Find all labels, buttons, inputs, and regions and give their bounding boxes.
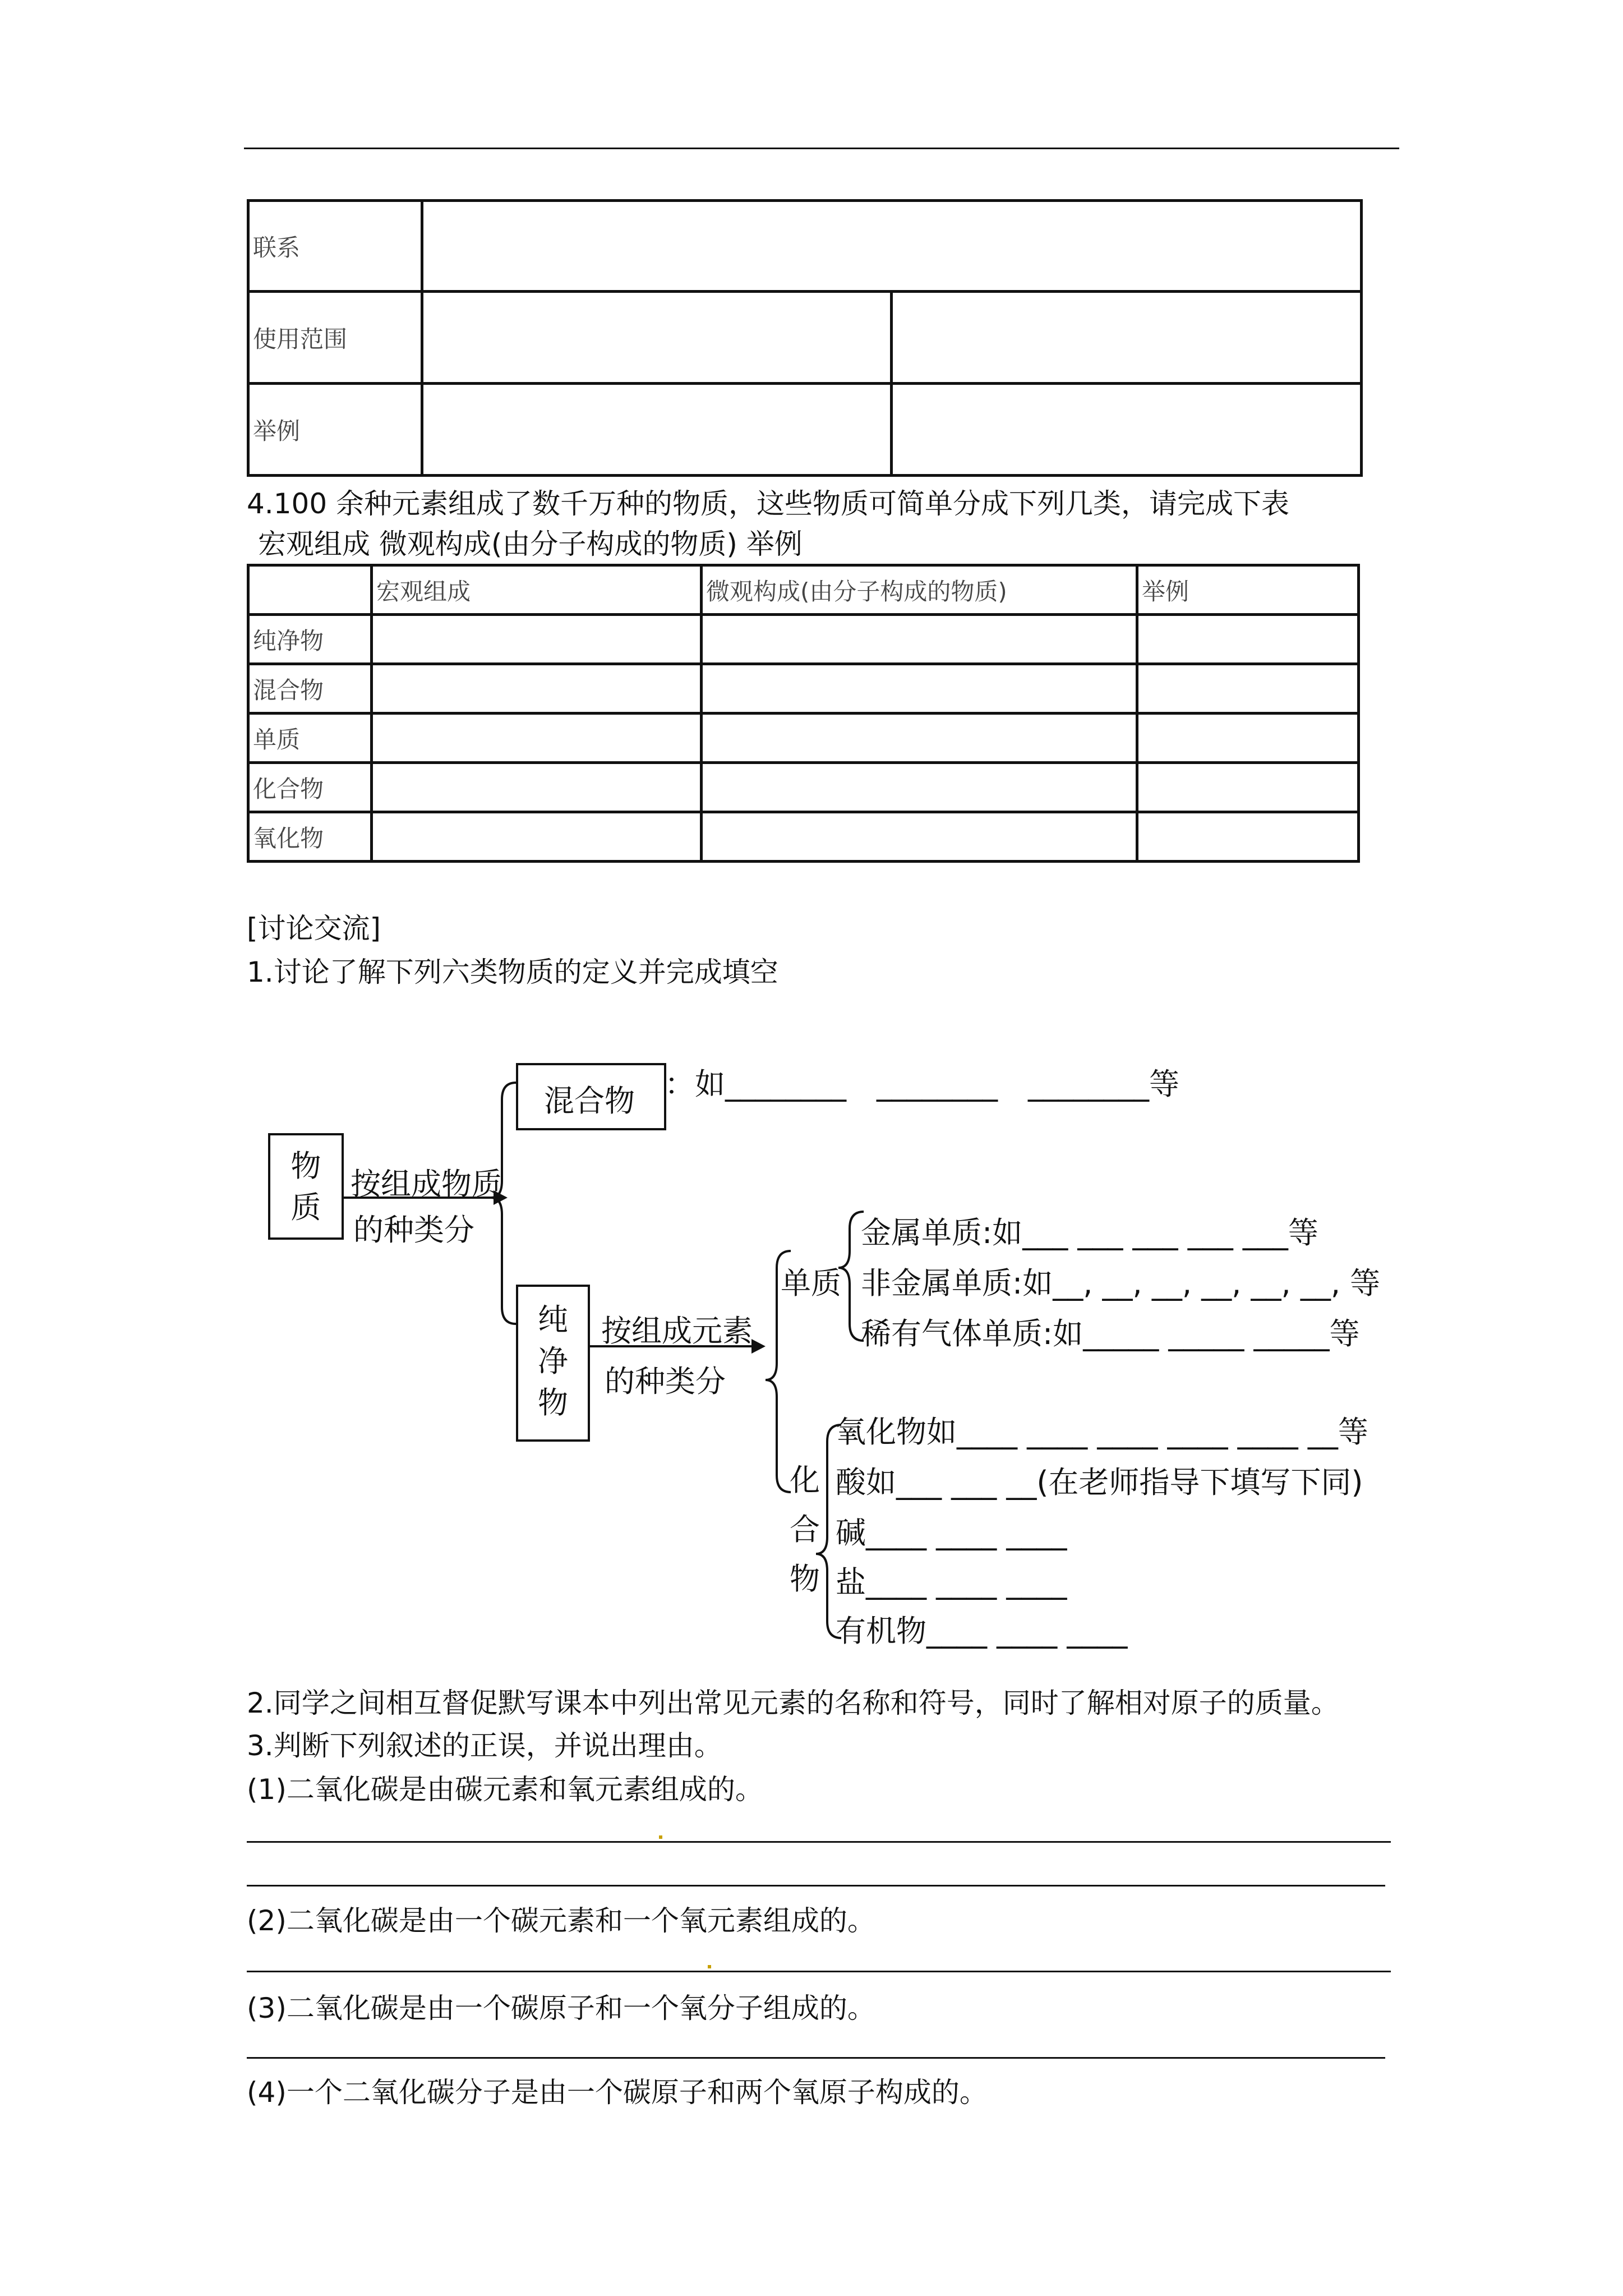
answer-line[interactable] xyxy=(247,1841,1391,1843)
oxide-line: 氧化物如____ ____ ____ ____ ____ __等 xyxy=(836,1414,1368,1450)
question-4-title: 4.100 余种元素组成了数千万种的物质，这些物质可简单分成下列几类，请完成下表 xyxy=(247,487,1290,520)
salt-line: 盐____ ____ ____ xyxy=(836,1565,1067,1600)
compound-label xyxy=(782,1456,827,1604)
mark-dot xyxy=(708,1965,711,1968)
table-row-label: 联系 xyxy=(248,201,422,292)
compound-char: 化 xyxy=(790,1462,820,1498)
acid-line: 酸如___ ___ __(在老师指导下填写下同) xyxy=(836,1465,1363,1500)
answer-line[interactable] xyxy=(247,1885,1385,1887)
pure-box xyxy=(516,1285,590,1442)
item-2: 2.同学之间相互督促默写课本中列出常见元素的名称和符号，同时了解相对原子的质量。 xyxy=(247,1687,1339,1719)
pure-char: 物 xyxy=(538,1385,568,1420)
table-row-label: 纯净物 xyxy=(248,615,372,664)
mark-dot xyxy=(659,1835,662,1839)
branch2-line2: 的种类分 xyxy=(605,1364,726,1399)
table-row-label: 举例 xyxy=(248,384,422,476)
header-cell: 宏观组成 xyxy=(372,565,702,615)
branch2-line1: 按组成元素 xyxy=(601,1313,753,1349)
header-cell: 举例 xyxy=(1137,565,1359,615)
table-row-label: 使用范围 xyxy=(248,292,422,384)
compound-char: 合 xyxy=(790,1512,820,1547)
nonmetal-line: 非金属单质:如__, __, __, __, __, __, 等 xyxy=(861,1266,1381,1301)
branch1-line1: 按组成物质 xyxy=(351,1166,502,1202)
header-cell: 微观构成(由分子构成的物质) xyxy=(702,565,1137,615)
branch1-line2: 的种类分 xyxy=(353,1212,474,1248)
item-3: 3.判断下列叙述的正误，并说出理由。 xyxy=(247,1729,722,1762)
statement-1: (1)二氧化碳是由碳元素和氧元素组成的。 xyxy=(247,1773,763,1806)
root-char: 质 xyxy=(291,1190,321,1225)
discussion-item-1: 1.讨论了解下列六类物质的定义并完成填空 xyxy=(247,956,778,988)
pure-char: 净 xyxy=(538,1343,568,1379)
statement-2: (2)二氧化碳是由一个碳元素和一个氧元素组成的。 xyxy=(247,1904,875,1937)
mixture-label: 混合物 xyxy=(544,1083,635,1119)
metal-line: 金属单质:如___ ___ ___ ___ ___等 xyxy=(861,1215,1318,1250)
root-box xyxy=(268,1133,344,1240)
table-row-label: 单质 xyxy=(248,714,372,763)
pure-char: 纯 xyxy=(538,1302,568,1337)
answer-line[interactable] xyxy=(247,2057,1385,2059)
answer-line[interactable] xyxy=(247,1971,1391,1972)
table-row-label: 混合物 xyxy=(248,664,372,714)
statement-4: (4)一个二氧化碳分子是由一个碳原子和两个氧原子构成的。 xyxy=(247,2076,988,2109)
table-row-label: 化合物 xyxy=(248,763,372,812)
base-line: 碱____ ____ ____ xyxy=(836,1515,1067,1550)
discussion-heading: [讨论交流] xyxy=(247,912,381,945)
compound-char: 物 xyxy=(790,1561,820,1596)
statement-3: (3)二氧化碳是由一个碳原子和一个氧分子组成的。 xyxy=(247,1992,875,2024)
mixture-fill: ：如________ ________ ________等 xyxy=(665,1066,1179,1102)
organic-line: 有机物____ ____ ____ xyxy=(836,1613,1128,1649)
noble-line: 稀有气体单质:如_____ _____ _____等 xyxy=(861,1316,1360,1351)
table-row-label: 氧化物 xyxy=(248,812,372,862)
question-4-subtitle: 宏观组成 微观构成(由分子构成的物质) 举例 xyxy=(258,528,803,560)
elemental-label: 单质 xyxy=(781,1266,841,1301)
root-char: 物 xyxy=(291,1148,321,1184)
